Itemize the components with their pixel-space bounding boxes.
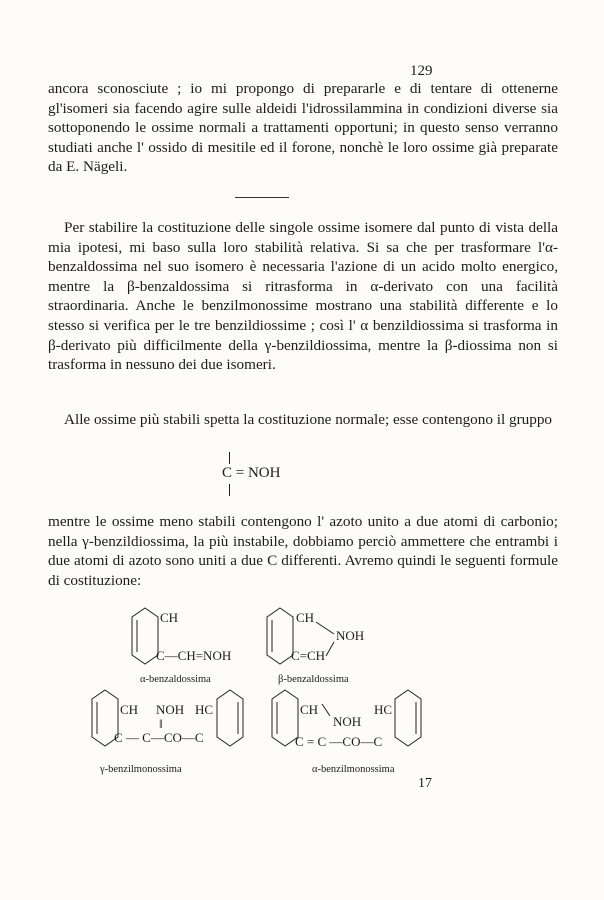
alpha-monoxime-noh: NOH bbox=[333, 714, 362, 729]
alpha-monoxime-ch: CH bbox=[300, 702, 319, 717]
oxime-group-text: C = NOH bbox=[222, 465, 281, 481]
gamma-double-bond: ‖ bbox=[159, 716, 163, 731]
paragraph-2: Per stabilire la costituzione delle singole ossime isomere dal punto di vista della mia ipotesi, mi baso sulla loro stabilità relativa. Si sa che per trasformare l'α-benzaldossima nel suo isomero è necessaria l'azione di un acido molto energico, mentre la β-benzaldossima si ritrasforma in α-derivato con una facilità straordinaria. Anche le benzilmonossime mostrano una stabilità differente e lo stesso si verifica per le tre benzildiossime ; così l' α benzildiossima si trasforma in β-derivato più difficilmente della γ-benzildiossima, mentre la β-diossima non si trasforma in nessuno dei due isomeri. bbox=[48, 219, 558, 374]
alpha-monoxime-hc: HC bbox=[374, 702, 393, 717]
paragraph-1: ancora sconosciute ; io mi propongo di prepararle e di tentare di ottenerne gl'isomeri sia facendo agire sulle aldeidi l'idrossilammina in condizioni diverse sia sottoponendo le ossime normali a trattamenti opportuni; in questo senso verranno studiati anche l' ossido di mesitile ed il forone, nonchè le loro ossime già preparate da E. Nägeli. bbox=[48, 80, 558, 176]
gamma-ch: CH bbox=[120, 702, 139, 717]
signature-mark: 17 bbox=[418, 776, 432, 791]
caption-alpha-benzaldossima: α-benzaldossima bbox=[140, 674, 211, 685]
alpha-aldoxime-ch: CH bbox=[160, 610, 179, 625]
gamma-noh: NOH bbox=[156, 702, 185, 717]
gamma-chain: C — C—CO—C bbox=[114, 730, 204, 745]
caption-beta-benzaldossima: β-benzaldossima bbox=[278, 674, 349, 685]
benzene-ring-alpha-right bbox=[395, 690, 421, 746]
paragraph-3: Alle ossime più stabili spetta la costituzione normale; esse contengono il gruppo bbox=[64, 411, 553, 428]
benzene-ring-gamma-right bbox=[217, 690, 243, 746]
paragraph-4: mentre le ossime meno stabili contengono l' azoto unito a due atomi di carbonio; nella γ-benzildiossima, la più instabile, dobbiamo perciò ammettere che entrambi i due atomi di azoto sono uniti a due C differenti. Avremo quindi le seguenti formule di costituzione: bbox=[48, 513, 558, 589]
alpha-monoxime-chain: C = C —CO—C bbox=[295, 734, 383, 749]
beta-aldoxime-ch: CH bbox=[296, 610, 315, 625]
oxime-group-formula bbox=[220, 452, 310, 504]
structural-formulas bbox=[90, 600, 510, 790]
caption-alpha-benzilmonossima: α-benzilmonossima bbox=[312, 764, 395, 775]
formula-drawings bbox=[90, 600, 510, 790]
beta-aldoxime-cch: C=CH bbox=[291, 648, 326, 663]
page-number: 129 bbox=[410, 63, 433, 79]
benzene-ring-alpha-aldoxime bbox=[132, 608, 158, 664]
section-divider bbox=[235, 197, 289, 198]
benzene-ring-beta-aldoxime bbox=[267, 608, 293, 664]
alpha-aldoxime-chain: C—CH=NOH bbox=[156, 648, 232, 663]
caption-gamma-benzilmonossima: γ-benzilmonossima bbox=[100, 764, 182, 775]
gamma-hc: HC bbox=[195, 702, 214, 717]
beta-aldoxime-noh: NOH bbox=[336, 628, 365, 643]
